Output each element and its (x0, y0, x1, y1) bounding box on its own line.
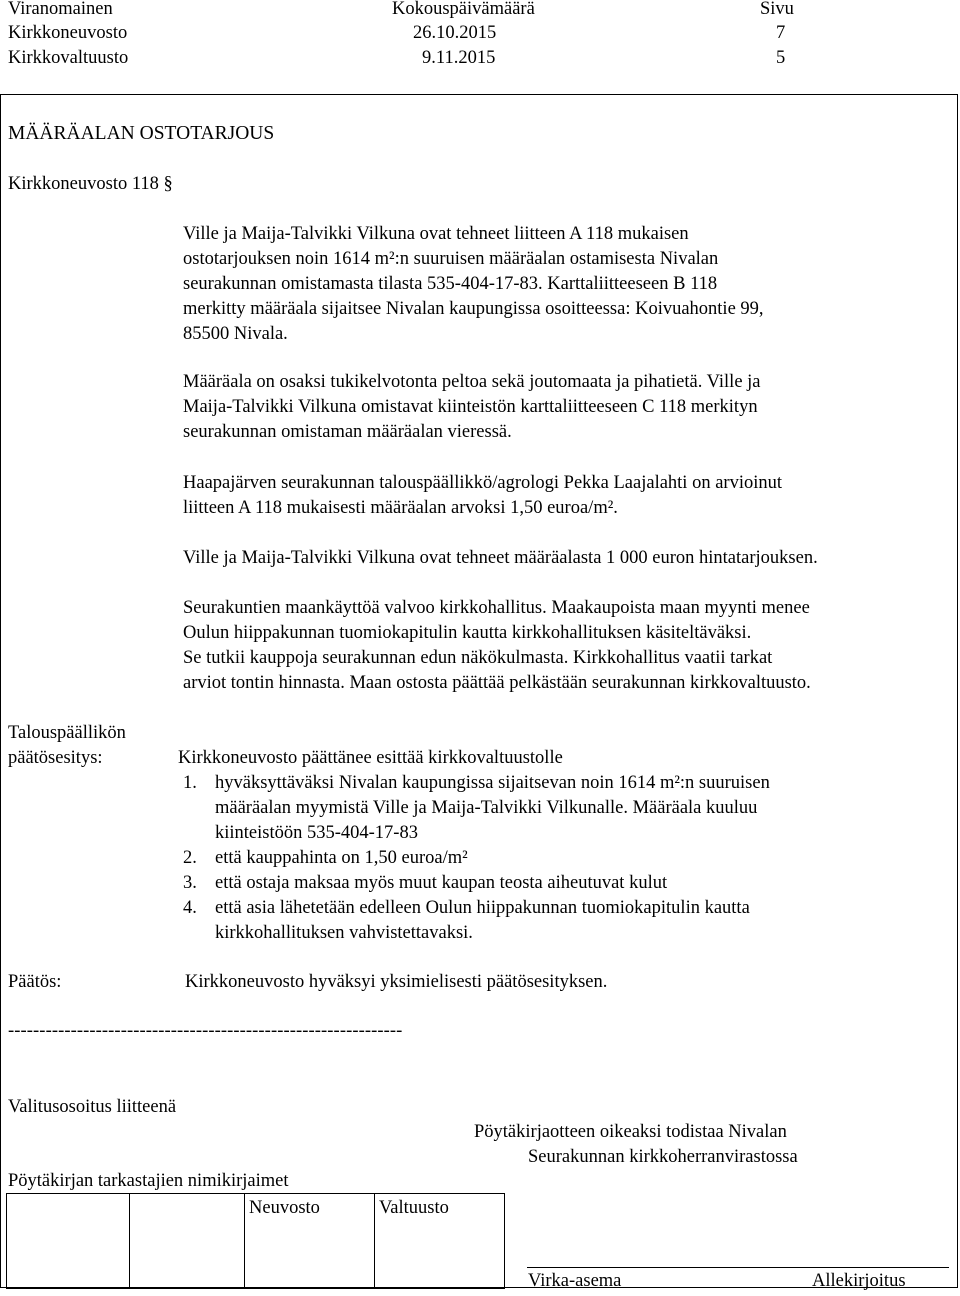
certification-line1: Pöytäkirjaotteen oikeaksi todistaa Nivalan (474, 1122, 787, 1142)
initials-cell (130, 1194, 245, 1289)
document-header (0, 0, 960, 72)
list-item-number: 3. (183, 873, 197, 893)
header-date-1: 26.10.2015 (413, 23, 497, 43)
list-item-line: kiinteistöön 535-404-17-83 (215, 823, 418, 843)
paragraph-line: ostotarjouksen noin 1614 m²:n suuruisen määräalan ostamisesta Nivalan (183, 249, 719, 269)
assembly-column (375, 1194, 505, 1289)
signature-line (527, 1267, 949, 1268)
header-label-page: Sivu (760, 0, 794, 19)
paragraph-line: Ville ja Maija-Talvikki Vilkuna ovat tehneet liitteen A 118 mukaisen (183, 224, 689, 244)
list-item-line: että asia lähetetään edelleen Oulun hiippakunnan tuomiokapitulin kautta (215, 898, 750, 918)
paragraph-line: seurakunnan omistaman määräalan vieressä. (183, 422, 512, 442)
header-label-date: Kokouspäivämäärä (392, 0, 535, 19)
header-page-1: 7 (776, 23, 786, 43)
paragraph-valuation (183, 471, 943, 521)
list-item-number: 1. (183, 773, 197, 793)
paragraph-offer (183, 222, 943, 347)
header-body-1: Kirkkoneuvosto (8, 23, 128, 43)
paragraph-line: merkitty määräala sijaitsee Nivalan kaupungissa osoitteessa: Koivuahontie 99, (183, 299, 764, 319)
list-item (183, 896, 770, 946)
paragraph-line: Se tutkii kauppoja seurakunnan edun näkökulmasta. Kirkkohallitus vaatii tarkat (183, 648, 773, 668)
paragraph-line: liitteen A 118 mukaisesti määräalan arvoksi 1,50 euroa/m². (183, 498, 618, 518)
paragraph-line: Haapajärven seurakunnan talouspäällikkö/agrologi Pekka Laajalahti on arvioinut (183, 473, 782, 493)
paragraph-line: seurakunnan omistamasta tilasta 535-404-17-83. Karttaliitteeseen B 118 (183, 274, 718, 294)
list-item-number: 2. (183, 848, 197, 868)
list-item (183, 871, 770, 896)
proposal-intro: Kirkkoneuvosto päättänee esittää kirkkovaltuustolle (178, 748, 563, 768)
assembly-label: Valtuusto (379, 1198, 449, 1218)
council-column (245, 1194, 375, 1289)
list-item-line: että kauppahinta on 1,50 euroa/m² (215, 848, 468, 868)
list-item-line: että ostaja maksaa myös muut kaupan teosta aiheutuvat kulut (215, 873, 668, 893)
decision-label: Päätös: (8, 972, 62, 992)
appeal-note: Valitusosoitus liitteenä (8, 1097, 177, 1117)
paragraph-line: Maija-Talvikki Vilkuna omistavat kiinteistön karttaliitteeseen C 118 merkityn (183, 397, 758, 417)
signatures-label: Pöytäkirjan tarkastajien nimikirjaimet (8, 1171, 289, 1191)
proposal-label-line1: Talouspäällikön (8, 723, 126, 743)
paragraph-line: Oulun hiippakunnan tuomiokapitulin kautta kirkkohallituksen käsiteltäväksi. (183, 623, 752, 643)
paragraph-supervision (183, 596, 943, 696)
proposal-list (183, 771, 770, 946)
paragraph-price-offer (183, 546, 943, 571)
list-item-line: kirkkohallituksen vahvistettavaksi. (215, 923, 473, 943)
list-item-line: määräalan myymistä Ville ja Maija-Talvikki Vilkunalle. Määräala kuuluu (215, 798, 758, 818)
paragraph-line: Seurakuntien maankäyttöä valvoo kirkkohallitus. Maakaupoista maan myynti menee (183, 598, 810, 618)
initials-cell (7, 1194, 130, 1289)
list-item-line: hyväksyttäväksi Nivalan kaupungissa sijaitsevan noin 1614 m²:n suuruisen (215, 773, 770, 793)
header-body-2: Kirkkovaltuusto (8, 48, 129, 68)
signature-label: Allekirjoitus (812, 1271, 906, 1291)
header-date-2: 9.11.2015 (422, 48, 496, 68)
paragraph-line: 85500 Nivala. (183, 324, 288, 344)
section-reference: Kirkkoneuvosto 118 § (8, 174, 173, 194)
list-item-number: 4. (183, 898, 197, 918)
inspectors-initials-table (6, 1193, 952, 1289)
decision-text: Kirkkoneuvosto hyväksyi yksimielisesti päätösesityksen. (185, 972, 608, 992)
council-label: Neuvosto (249, 1198, 320, 1218)
list-item (183, 846, 770, 871)
certification-line2: Seurakunnan kirkkoherranvirastossa (528, 1147, 798, 1167)
list-item (183, 771, 770, 846)
paragraph-line: arviot tontin hinnasta. Maan ostosta päättää pelkästään seurakunnan kirkkovaltuusto. (183, 673, 811, 693)
position-label: Virka-asema (528, 1271, 622, 1291)
paragraph-land-description (183, 370, 943, 445)
document-title: MÄÄRÄALAN OSTOTARJOUS (8, 123, 275, 144)
separator-line: --------------------------------------------------------------- (8, 1021, 403, 1041)
header-label-authority: Viranomainen (8, 0, 113, 19)
paragraph-line: Määräala on osaksi tukikelvotonta peltoa sekä joutomaata ja pihatietä. Ville ja (183, 372, 761, 392)
header-page-2: 5 (776, 48, 786, 68)
proposal-label-line2: päätösesitys: (8, 748, 103, 768)
paragraph-line: Ville ja Maija-Talvikki Vilkuna ovat tehneet määräalasta 1 000 euron hintatarjouksen. (183, 548, 818, 568)
